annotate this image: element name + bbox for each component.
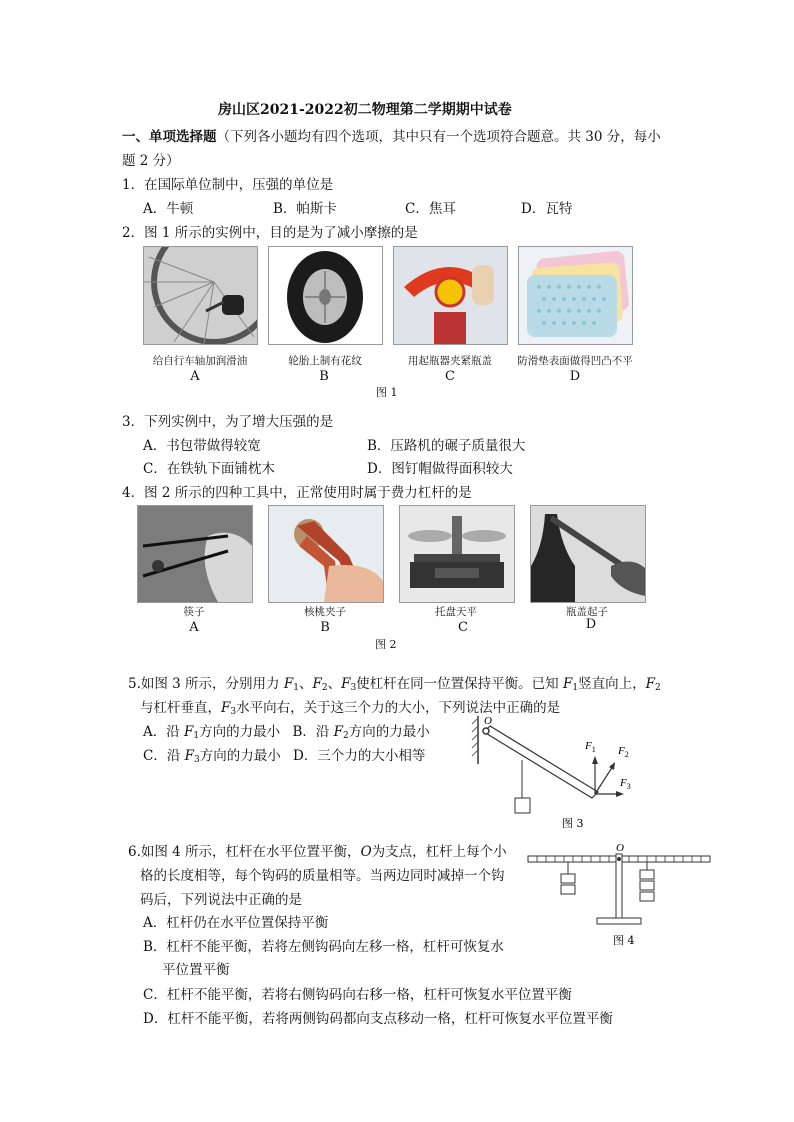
q6-line-1 [128,840,507,860]
weight-block [561,885,575,894]
arrow-head-icon [616,791,624,797]
q2-stem: 2．图 1 所示的实例中，目的是为了减小摩擦的是 [122,225,418,241]
q6-option-a: A．杠杆仍在水平位置保持平衡 [143,915,329,931]
subscript: 2 [343,731,349,741]
force-arrow-f2 [595,766,613,794]
q5-text: 竖直向上， [578,676,646,692]
walnut-cracker-icon [269,506,383,602]
wall-hatching [472,718,478,756]
pivot-label: O [616,842,624,854]
q5-line-1 [128,672,661,693]
fig1-letter-d: D [569,369,581,384]
subscript: 1 [572,683,579,693]
subscript: 3 [626,782,631,791]
fig2-caption-c: 托盘天平 [435,606,477,618]
weight-block [640,870,654,879]
q4-stem: 4．图 2 所示的四种工具中，正常使用时属于费力杠杆的是 [122,485,472,501]
separator: 、 [327,676,342,692]
q6-text: 6.如图 4 所示，杠杆在水平位置平衡， [128,844,361,860]
chopsticks-icon [138,506,252,602]
figure-4-label: 图 4 [613,934,635,947]
pivot-label: O [484,715,492,727]
bottle-cap-opener-photo [530,505,646,603]
fig2-letter-b: B [320,620,330,635]
pivot-icon [483,728,489,734]
walnut-cracker-photo [268,505,384,603]
force-symbol: F [312,676,322,692]
section-heading: 一、单项选择题 [122,129,217,145]
mat-icon [519,247,632,344]
anti-slip-mat-photo [518,246,633,345]
q5-text: 与杠杆垂直， [140,700,221,716]
q3-stem: 3．下列实例中，为了增大压强的是 [122,414,334,430]
q6-line-3: 码后，下列说法中正确的是 [140,892,302,908]
arrow-head-icon [609,762,615,770]
fig2-caption-d: 瓶盖起子 [566,606,608,618]
q5-text: 方向的力最小 [348,724,430,740]
fig1-caption-b: 轮胎上制有花纹 [288,355,362,367]
q3-option-c: C．在铁轨下面铺枕木 [143,461,275,477]
figure-3-label: 图 3 [562,817,584,830]
page-title: 房山区2021-2022初二物理第二学期期中试卷 [218,102,512,118]
subscript: 2 [321,683,328,693]
q5-option-b [292,724,429,740]
balance-scale-photo [399,505,515,603]
force-symbol: F [333,724,344,740]
subscript: 1 [193,731,200,741]
balance-scale-icon [400,506,514,602]
chopsticks-photo [137,505,253,603]
q5-text: 方向的力最小 [199,748,281,764]
q5-option-c [143,748,281,764]
subscript: 1 [591,745,596,754]
q5-options-row-1 [143,720,430,741]
q5-text: 方向的力最小 [199,724,281,740]
lever-bar [484,726,598,798]
force-symbol: F [184,724,194,740]
weight-block [640,881,654,890]
bottle-cap-opener-icon [531,506,645,602]
figure-1-label: 图 1 [376,386,398,399]
q6-line-2: 格的长度相等，每个钩码的质量相等。当两边同时减掉一个钩 [140,868,505,884]
q5-text: 5.如图 3 所示，分别用力 [128,676,284,692]
q5-option-d: D．三个力的大小相等 [293,748,426,764]
bicycle-oil-photo [143,246,258,345]
fig1-letter-b: B [319,369,329,384]
pivot-symbol: O [360,844,372,860]
fig1-letter-a: A [190,369,200,384]
q5-text: B．沿 [292,724,334,740]
fig2-letter-c: C [458,620,468,635]
force-symbol: F [562,676,573,692]
fig2-letter-a: A [189,620,199,635]
fig2-letter-d: D [585,617,597,632]
weight-block [561,874,575,883]
subscript: 1 [293,683,299,693]
separator: 、 [298,676,313,692]
figure-2-label: 图 2 [375,638,397,651]
q5-options-row-2 [143,744,425,765]
q3-option-d: D．图钉帽做得面积较大 [367,461,513,477]
section-note-1: （下列各小题均有四个选项，其中只有一个选项符合题意。共 30 分，每小 [216,129,661,145]
q1-stem: 1．在国际单位制中，压强的单位是 [122,177,334,193]
force-symbol: F [184,748,194,764]
subscript: 3 [230,707,237,717]
q5-text: C．沿 [143,748,185,764]
force-symbol: F [618,745,625,757]
q1-option-c: C．焦耳 [405,201,456,217]
subscript: 3 [194,755,200,765]
force-symbol: F [585,740,592,752]
force-symbol: F [283,676,294,692]
section-note-2: 题 2 分） [122,153,180,169]
subscript: 3 [350,683,357,693]
figure-3-lever-diagram [470,714,650,834]
f3-label [619,777,631,791]
pivot-icon [617,857,621,861]
q1-option-d: D．瓦特 [521,201,573,217]
bottle-opener-icon [394,247,507,344]
fig1-letter-c: C [445,369,455,384]
q6-option-b-2: 平位置平衡 [162,962,230,978]
q5-text: 使杠杆在同一位置保持平衡。已知 [356,676,563,692]
q6-text: 为支点，杠杆上每个小 [371,844,507,860]
fig1-caption-a: 给自行车轴加润滑油 [152,355,248,367]
tire-icon [269,247,382,344]
q6-option-c: C．杠杆不能平衡，若将右侧钩码向右移一格，杠杆可恢复水平位置平衡 [143,987,572,1003]
subscript: 2 [654,683,661,693]
fig2-caption-b: 核桃夹子 [304,606,346,618]
support-stand [616,854,622,922]
fig2-caption-a: 筷子 [183,606,205,618]
arrow-head-icon [592,756,598,764]
q1-option-b: B．帕斯卡 [273,201,337,217]
force-symbol: F [341,676,351,692]
q5-text: A．沿 [143,724,185,740]
q5-option-a [143,724,280,740]
force-symbol: F [645,676,655,692]
figure-4-lever-diagram [525,840,715,950]
q6-option-d: D．杠杆不能平衡，若将两侧钩码都向支点移动一格，杠杆可恢复水平位置平衡 [143,1011,613,1027]
fig1-caption-d: 防滑垫表面做得凹凸不平 [517,355,633,367]
q3-option-b: B．压路机的碾子质量很大 [367,438,526,454]
force-symbol: F [620,777,627,789]
q6-option-b-1: B．杠杆不能平衡，若将左侧钩码向左移一格，杠杆可恢复水 [143,939,504,955]
fig1-caption-c: 用起瓶器夹紧瓶盖 [408,355,492,367]
q3-option-a: A．书包带做得较宽 [143,438,261,454]
section-heading-line [122,125,661,145]
weight-block [515,798,530,813]
bottle-opener-photo [393,246,508,345]
weight-block [640,892,654,901]
bicycle-wheel-icon [144,247,257,344]
subscript: 2 [624,750,629,759]
force-symbol: F [221,700,231,716]
q5-text: 水平向右，关于这三个力的大小，下列说法中正确的是 [236,700,561,716]
f1-label [584,740,596,754]
q1-option-a: A．牛顿 [143,201,194,217]
support-base [597,918,641,924]
tire-photo [268,246,383,345]
f2-label [617,745,629,759]
